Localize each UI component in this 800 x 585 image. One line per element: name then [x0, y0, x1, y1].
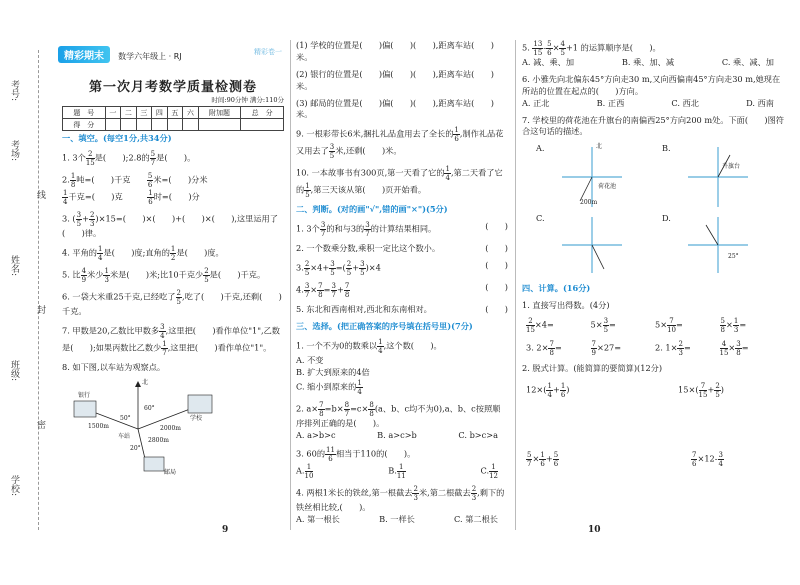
question-7: 7. 甲数是20,乙数比甲数多 $\frac{3}{4}$ ,这里把( )看作单位"1",乙数是( );如果丙数比乙数少 $\frac{1}{7}$ ,这里把( )看作单位"1"。 — [62, 322, 280, 357]
question-8: 8. 如下图,以车站为观察点。 — [62, 361, 166, 372]
choice-2: 2. a× $\frac{7}{8}$ =b× $\frac{8}{7}$ =c× $\frac{8}{8}$ (a、b、c均不为0),a、b、c按照顺序排列正确的是( )。 A. a>b>c B. a>c>b C. b>c>a — [296, 400, 501, 440]
margin-label: 密 — [35, 420, 45, 429]
choice-1: 1. 一个不为0的数乘以 $\frac{1}{4}$ ,这个数( )。 A. 不变 B. 扩大到原来的4倍 C. 缩小到原来的 $\frac{1}{4}$ — [296, 337, 442, 396]
column-divider — [515, 40, 516, 530]
score-table: 题 号 一 二 三 四 五 六 附加题 总 分 得 分 — [62, 106, 284, 131]
page-title: 第一次月考数学质量检测卷 — [88, 80, 257, 95]
judge-1: 1. 3个 $\frac{3}{7}$ 的和与3的 $\frac{3}{7}$ 的计算结果相同。 ( ) — [296, 221, 508, 239]
page-number-right: 10 — [588, 525, 601, 535]
margin-label: 学校: — [9, 475, 19, 497]
header — [58, 44, 284, 62]
margin-label: 考号: — [9, 80, 19, 102]
question-3: 3. ( $\frac{3}{5}$ + $\frac{2}{3}$ )×15=( )×( )+( )×( ),这里运用了( )律。 — [62, 210, 278, 238]
header-tag: 精彩卷一 — [254, 48, 282, 56]
margin-label: 姓名: — [9, 255, 19, 277]
question-4: 4. 平角的 $\frac{1}{4}$ 是( )度;直角的 $\frac{1}{2}$ 是( )度。 — [62, 244, 224, 262]
page-number-left: 9 — [222, 525, 229, 535]
column-right — [522, 40, 784, 468]
question-10: 10. 一本故事书有300页,第一天看了它的 $\frac{1}{4}$ ,第二天看了它的 $\frac{1}{5}$ ,第三天该从第( )页开始看。 — [296, 165, 503, 200]
choice-4: 4. 两根1米长的铁丝,第一根截去 $\frac{2}{3}$ 米,第二根截去 $\frac{2}{3}$ ,剩下的铁丝相比较,( )。 A. 第一根长 B. 一样长 C. 第二根长 — [296, 485, 505, 525]
margin-label: 班级: — [9, 360, 19, 382]
expr-row-2: $\frac{5}{7}$ × $\frac{1}{6}$ + $\frac{5}{6}$ $\frac{7}{6}$ ×12- $\frac{3}{4}$ — [527, 451, 723, 469]
question-6: 6. 一袋大米重25千克,已经吃了 $\frac{2}{5}$ ,吃了( )千克,还剩( )千克。 — [62, 288, 282, 316]
direction-map: 北 银行 学校 车站 邮局 1500m 2000m 2800m 50° 60° 20° — [68, 379, 284, 475]
judge-5: 5. 东北和西南相对,西北和东南相对。 ( ) — [296, 304, 508, 315]
choice-6: 6. 小雅先向北偏东45°方向走30 m,又向西偏南45°方向走30 m,她现在所站的位置在起点的( )方向。 A. 正北 B. 正西 C. 西北 D. 西南 — [522, 73, 781, 108]
direct-calc-grid: $\frac{2}{15}$ ×4= 5× $\frac{3}{5}$ = 5× $\frac{7}{10}$ = $\frac{5}{8}$ × $\frac{1}{3}$ = 3. 2× $\frac{7}{8}$ = $\frac{7}{9}$ ×27= 2. 1× $\frac{2}{3}$ = $\frac{4}{15}$ × $\frac{3}{8}$ = — [526, 317, 749, 358]
choice-3: 3. 60的 $\frac{11}{6}$ 相当于110的( )。 A. $\frac{1}{10}$ B. $\frac{1}{11}$ C. $\frac{1}{12}$ — [296, 446, 498, 481]
column-middle — [296, 40, 508, 531]
question-8-1: (1) 学校的位置是( )偏( )( ),距离车站( )米。 — [296, 40, 494, 62]
margin-label: 考场: — [9, 140, 19, 162]
calc-1: 1. 直接写出得数。(4分) — [522, 300, 610, 311]
question-8-3: (3) 邮局的位置是( )偏( )( ),距离车站( )米。 — [296, 97, 494, 120]
section-calc: 四、计算。(16分) — [522, 283, 591, 294]
judge-2: 2. 一个数乘分数,乘积一定比这个数小。 ( ) — [296, 243, 508, 254]
judge-4: 4. $\frac{3}{7}$ × $\frac{7}{8}$ = $\frac{3}{7}$ + $\frac{7}{8}$ ( ) — [296, 282, 508, 300]
question-2: 2. $\frac{1}{8}$ 吨=( )千克 $\frac{5}{6}$ 米=( )分米 $\frac{1}{4}$ 千克=( )克 $\frac{1}{6}$ 时=( )分 — [62, 171, 208, 206]
choice-7: 7. 学校里的荷花池在升旗台的南偏西25°方向200 m处。下面( )图符合这句话的描述。 — [522, 114, 784, 137]
question-5: 5. 比 $\frac{4}{9}$ 米少 $\frac{1}{3}$ 米是( )米;比10千克少 $\frac{2}{5}$ 是( )千克。 — [62, 266, 266, 284]
question-1: 1. 3个 $\frac{2}{15}$ 是( );2.8的 $\frac{5}{7}$ 是( )。 — [62, 149, 196, 167]
section-fill-blank: 一、填空。(每空1分,共34分) — [62, 133, 172, 143]
judge-3: 3. $\frac{2}{5}$ ×4+ $\frac{3}{5}$ =( $\frac{2}{5}$ + $\frac{3}{5}$ )×4 ( ) — [296, 260, 508, 278]
choice-5: 5. $\frac{13}{15}$ - $\frac{5}{6}$ × $\frac{4}{5}$ +1 的运算顺序是( )。 A. 减、乘、加 B. 乘、加、减 C. 乘、减、加 — [522, 40, 774, 67]
section-judge: 二、判断。(对的画"√",错的画"×")(5分) — [296, 204, 448, 215]
margin-label: 线 — [35, 190, 45, 199]
question-9: 9. 一根彩带长6米,捆扎礼品盒用去了全长的 $\frac{1}{6}$ ,制作礼品花又用去了 $\frac{3}{5}$ 米,还剩( )米。 — [296, 126, 504, 161]
column-left — [62, 133, 284, 479]
compass-figures — [552, 145, 652, 275]
time-info: 时间:90分钟 满分:110分 — [211, 96, 284, 104]
subject-label: 数学六年级上 · RJ — [118, 52, 182, 61]
section-choice: 三、选择。(把正确答案的序号填在括号里)(7分) — [296, 321, 473, 332]
calc-2: 2. 脱式计算。(能简算的要简算)(12分) — [522, 363, 663, 374]
brand-logo: 精彩期末 — [58, 46, 110, 63]
expr-row-1: 12×( $\frac{1}{4}$ + $\frac{1}{6}$ ) 15×( $\frac{7}{15}$ + $\frac{2}{5}$ ) — [526, 382, 724, 400]
margin-label: 封 — [35, 305, 45, 314]
column-divider — [290, 40, 291, 530]
compass-options: A. B. C. D. 北 荷花池 升旗台 200m 25° — [522, 143, 784, 283]
question-8-2: (2) 银行的位置是( )偏( )( ),距离车站( )米。 — [296, 68, 494, 91]
binding-margin — [6, 50, 50, 530]
